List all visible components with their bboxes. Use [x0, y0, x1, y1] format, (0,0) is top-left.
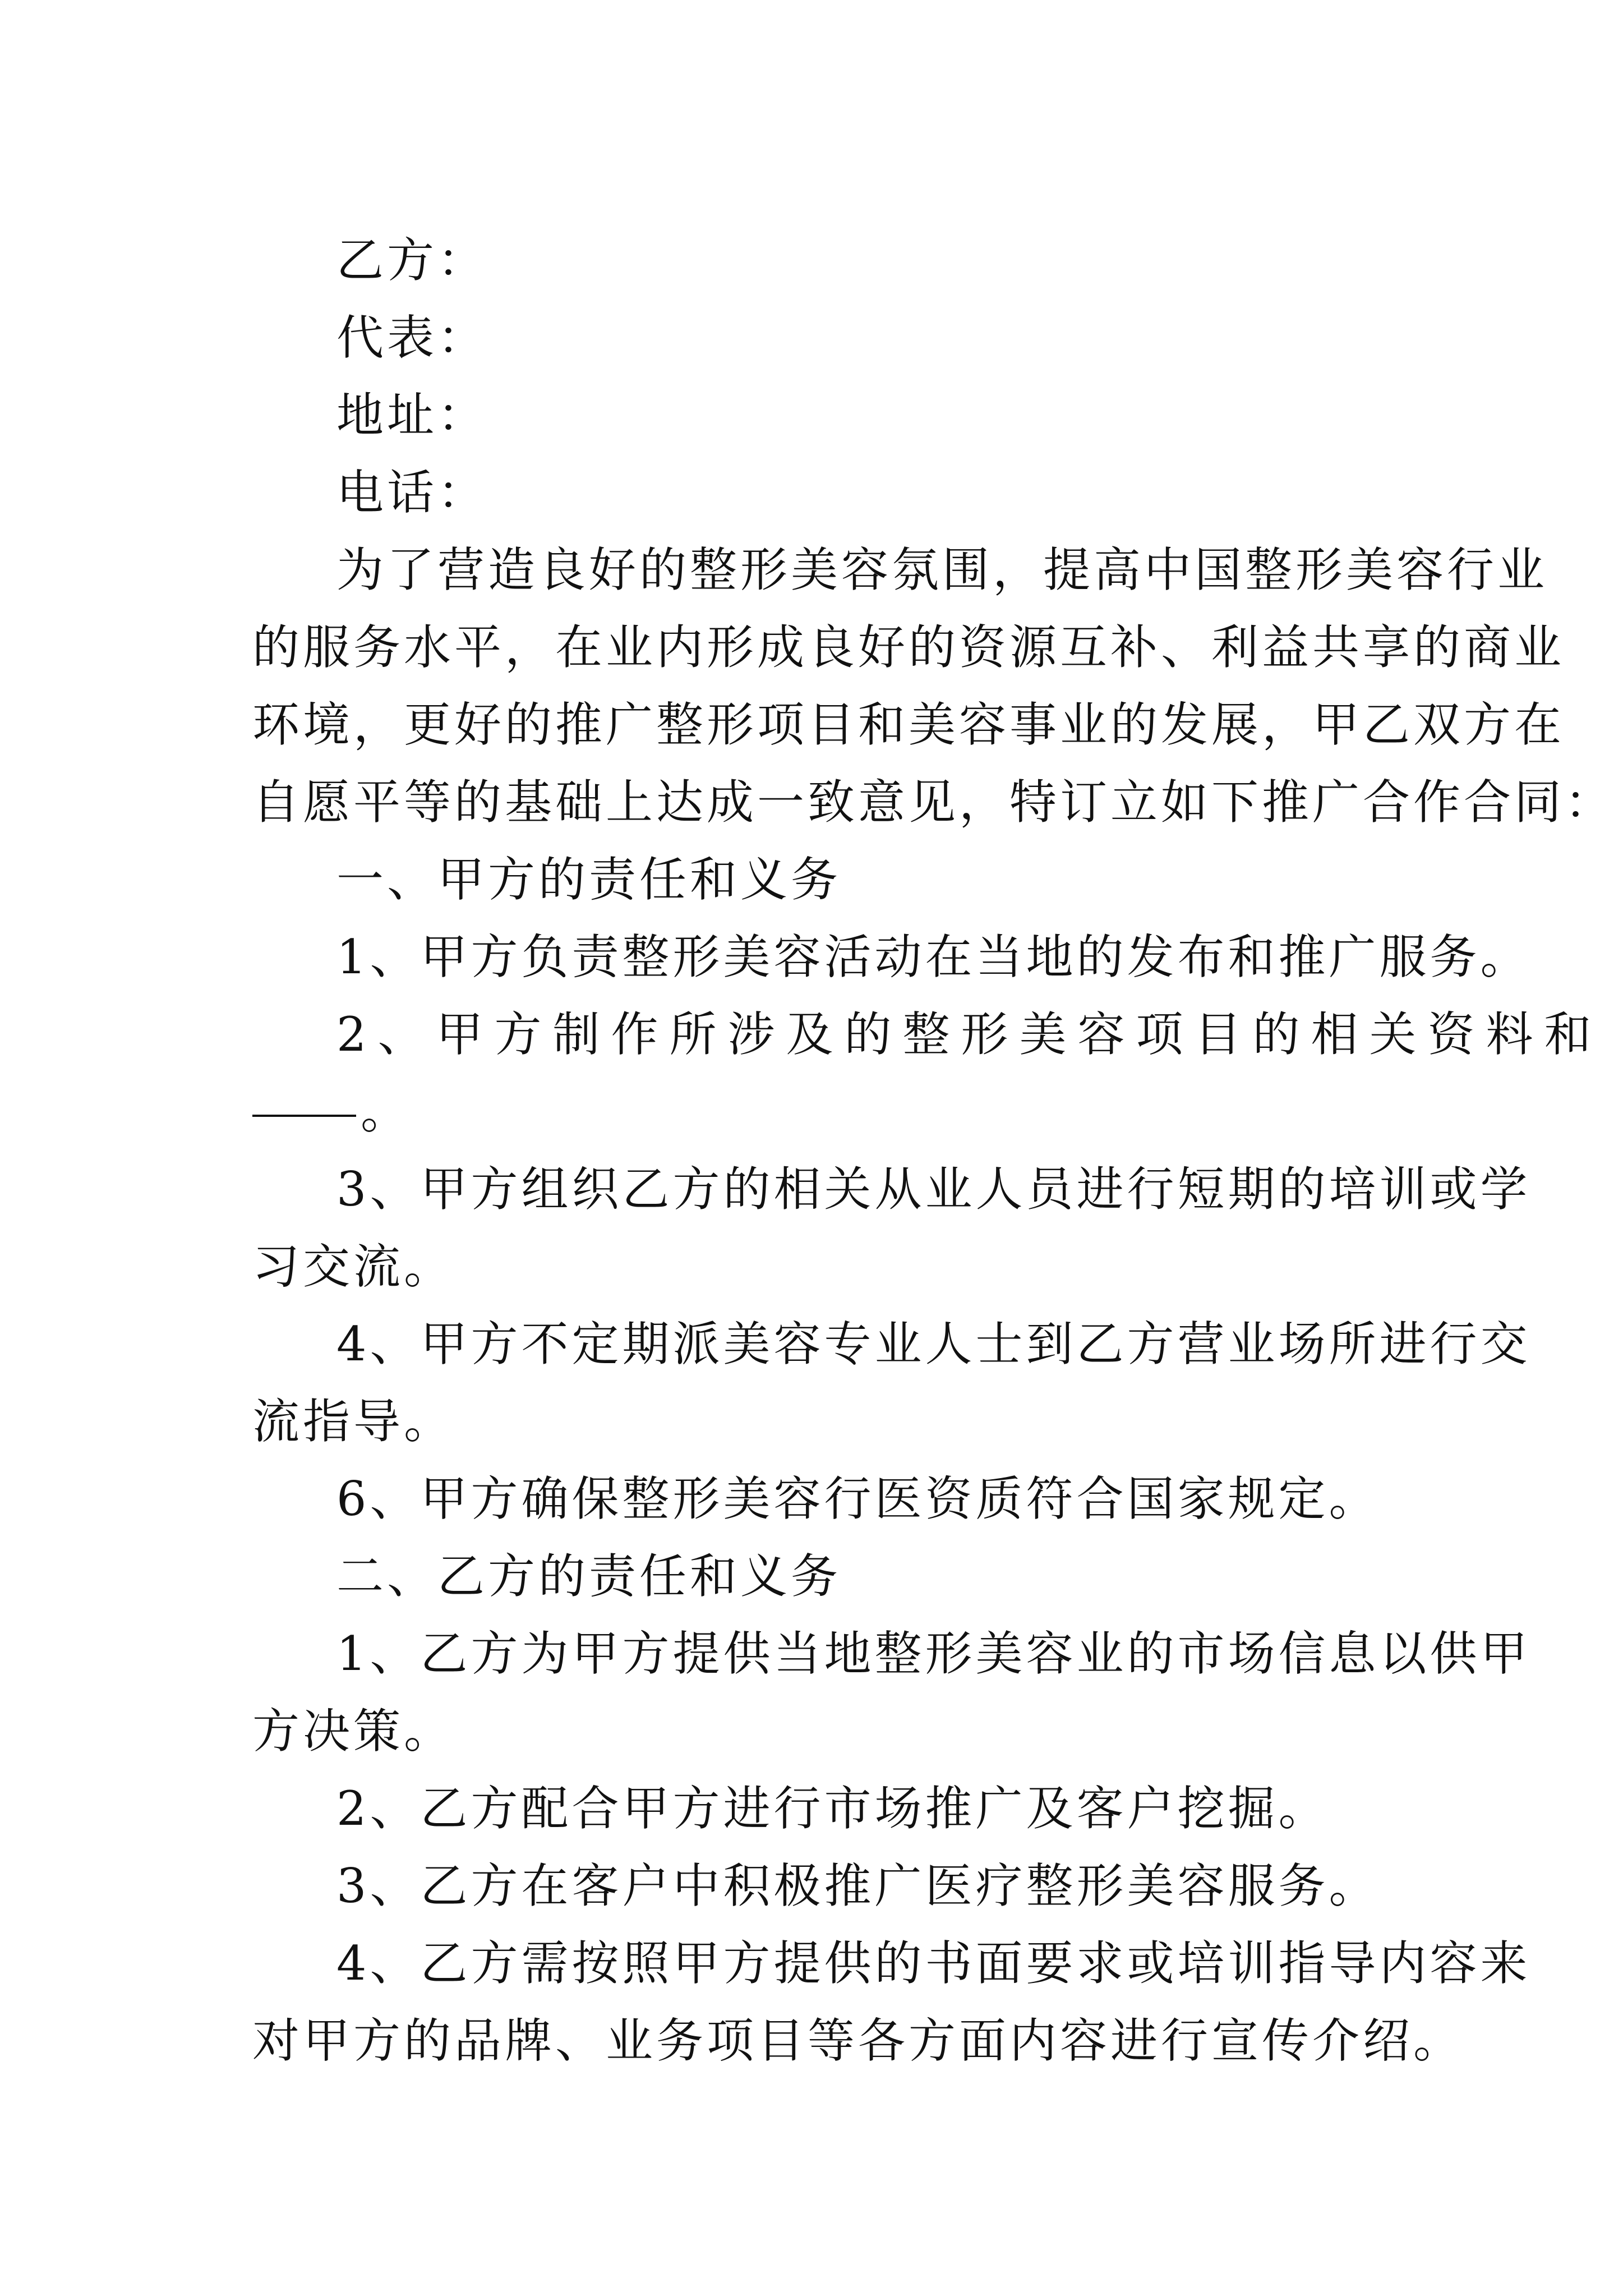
- section-1-item-3-line-1: 3、甲方组织乙方的相关从业人员进行短期的培训或学: [336, 1162, 1531, 1217]
- section-2-item-3: 3、乙方在客户中积极推广医疗整形美容服务。: [336, 1858, 1380, 1913]
- section-1-item-3-line-2: 习交流。: [252, 1239, 455, 1294]
- section-1-item-2-line-2: [252, 1073, 1380, 1151]
- address-line: 地址：: [336, 388, 488, 443]
- party-b-line: 乙方：: [336, 233, 488, 288]
- section-1-item-1: 1、甲方负责整形美容活动在当地的发布和推广服务。: [336, 930, 1531, 984]
- section-1-item-2-line-1: 2、甲方制作所涉及的整形美容项目的相关资料和: [336, 1007, 1603, 1062]
- blank-line-end-punctuation: 。: [361, 1084, 412, 1139]
- preamble-line-1: 为了营造良好的整形美容氛围，提高中国整形美容行业: [336, 542, 1548, 597]
- section-2-heading: 二、乙方的责任和义务: [336, 1549, 842, 1604]
- section-2-item-2: 2、乙方配合甲方进行市场推广及客户挖掘。: [336, 1781, 1329, 1836]
- section-1-item-4-line-2: 流指导。: [252, 1394, 455, 1449]
- contract-body: [252, 222, 1616, 2079]
- phone-line: 电话：: [336, 465, 488, 520]
- section-2-item-1-line-1: 1、乙方为甲方提供当地整形美容业的市场信息以供甲: [336, 1626, 1531, 1681]
- section-2-item-1-line-2: 方决策。: [252, 1704, 455, 1759]
- preamble-line-4: 自愿平等的基础上达成一致意见，特订立如下推广合作合同：: [252, 775, 1616, 830]
- preamble-line-2: 的服务水平，在业内形成良好的资源互补、利益共享的商业: [252, 620, 1565, 675]
- section-2-item-4-line-2: 对甲方的品牌、业务项目等各方面内容进行宣传介绍。: [252, 2013, 1464, 2068]
- preamble-line-3: 环境，更好的推广整形项目和美容事业的发展，甲乙双方在: [252, 697, 1565, 752]
- section-1-item-4-line-1: 4、甲方不定期派美容专业人士到乙方营业场所进行交: [336, 1317, 1531, 1372]
- section-1-item-6: 6、甲方确保整形美容行医资质符合国家规定。: [336, 1471, 1380, 1526]
- section-2-item-4-line-1: 4、乙方需按照甲方提供的书面要求或培训指导内容来: [336, 1936, 1531, 1991]
- fill-in-blank: [252, 1115, 356, 1117]
- representative-line: 代表：: [336, 310, 488, 365]
- section-1-heading: 一、甲方的责任和义务: [336, 852, 842, 907]
